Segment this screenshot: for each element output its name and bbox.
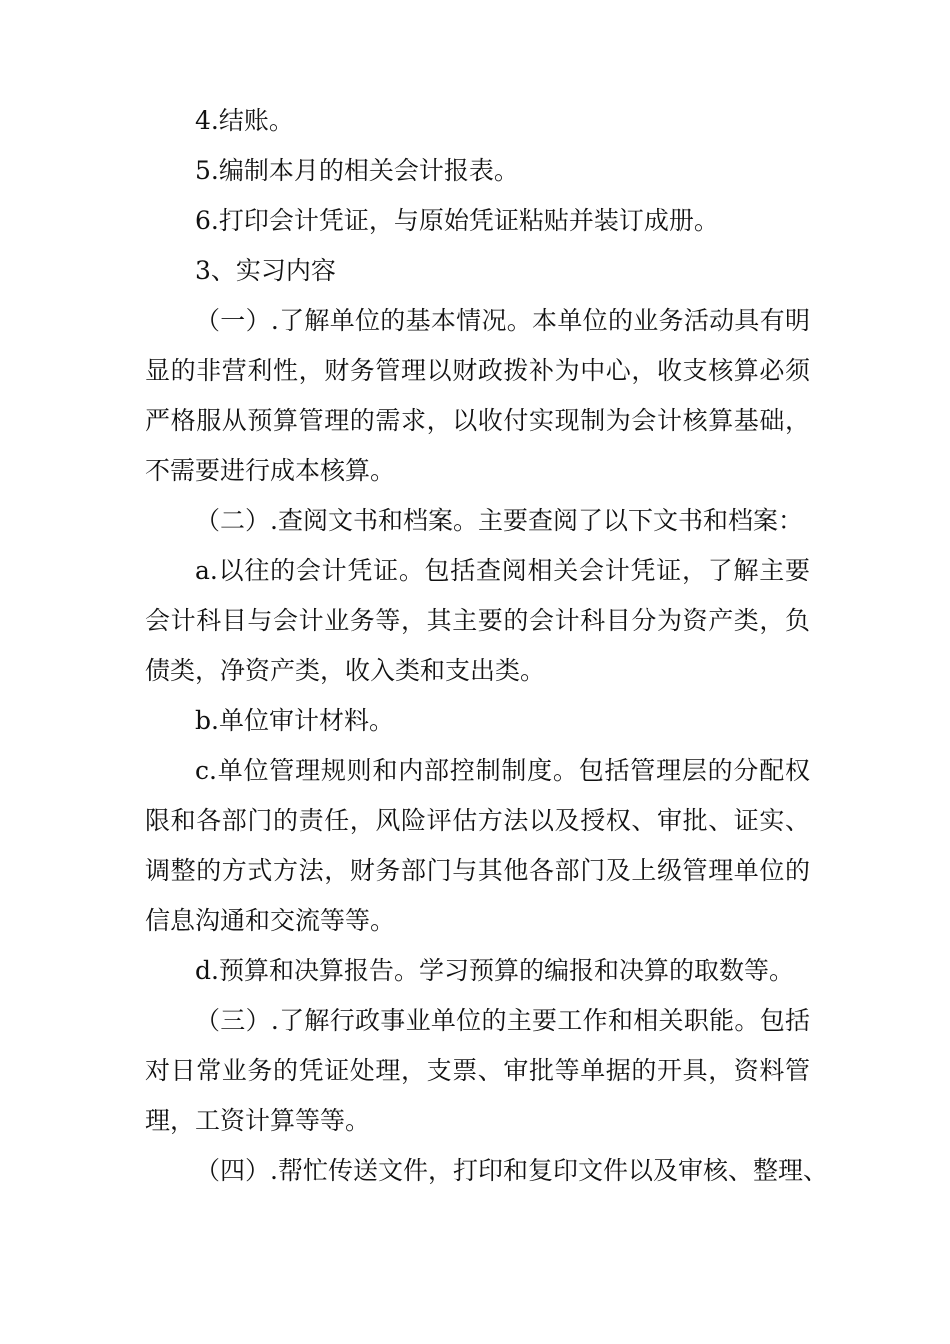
text-line: 6.打印会计凭证，与原始凭证粘贴并装订成册。 (195, 206, 719, 235)
text-line: a.以往的会计凭证。包括查阅相关会计凭证，了解主要 (195, 556, 810, 585)
text-line: （四）.帮忙传送文件，打印和复印文件以及审核、整理、 (195, 1156, 828, 1185)
text-line: 不需要进行成本核算。 (145, 456, 396, 485)
section-heading: 3、实习内容 (195, 256, 336, 285)
text-line: 严格服从预算管理的需求，以收付实现制为会计核算基础， (145, 406, 810, 435)
text-line: 会计科目与会计业务等，其主要的会计科目分为资产类，负 (145, 606, 810, 635)
text-line: c.单位管理规则和内部控制制度。包括管理层的分配权 (195, 756, 810, 785)
text-line: 调整的方式方法，财务部门与其他各部门及上级管理单位的 (145, 856, 810, 885)
text-line: 限和各部门的责任，风险评估方法以及授权、审批、证实、 (145, 806, 810, 835)
text-line: 理，工资计算等等。 (145, 1106, 371, 1135)
text-line: 债类，净资产类，收入类和支出类。 (145, 656, 546, 685)
text-line: 5.编制本月的相关会计报表。 (195, 156, 519, 185)
text-line: （二）.查阅文书和档案。主要查阅了以下文书和档案： (195, 506, 803, 535)
text-line: 显的非营利性，财务管理以财政拨补为中心，收支核算必须 (145, 356, 810, 385)
text-line: 4.结账。 (195, 106, 294, 135)
text-line: （一）.了解单位的基本情况。本单位的业务活动具有明 (195, 306, 810, 335)
document-body (145, 96, 828, 1196)
text-line: 信息沟通和交流等等。 (145, 906, 396, 935)
text-line: b.单位审计材料。 (195, 706, 394, 735)
text-line: （三）.了解行政事业单位的主要工作和相关职能。包括 (195, 1006, 810, 1035)
text-line: d.预算和决算报告。学习预算的编报和决算的取数等。 (195, 956, 794, 985)
text-line: 对日常业务的凭证处理，支票、审批等单据的开具，资料管 (145, 1056, 810, 1085)
